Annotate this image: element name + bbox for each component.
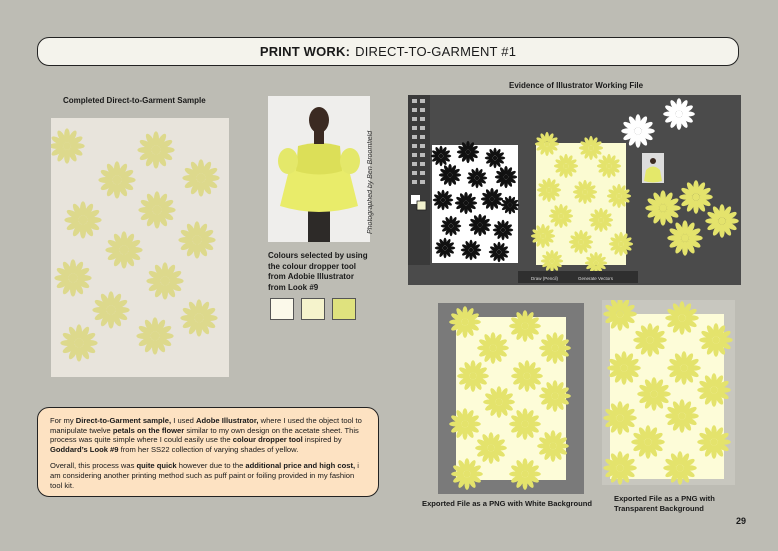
export-white-art	[438, 303, 584, 494]
illustrator-screenshot	[408, 95, 741, 285]
emphasis-text: colour dropper tool	[232, 435, 303, 445]
page-title	[37, 37, 739, 66]
export-transparent-background	[602, 300, 735, 485]
look-9-photo	[268, 96, 370, 242]
colours-line: from Look #9	[268, 282, 319, 292]
status-draw: Draw (Pencil)	[531, 276, 559, 281]
export-transparent-art	[602, 300, 735, 485]
body-text: similar to my own design on the acetate sheet. This process was quite simple where I could easily use the	[50, 425, 359, 445]
page-title-rest: DIRECT-TO-GARMENT #1	[355, 44, 517, 59]
colours-line: from Adobie Illustrator	[268, 272, 354, 281]
sample-caption: Completed Direct-to-Garment Sample	[63, 96, 206, 105]
body-text: For my	[50, 416, 76, 425]
colours-description	[268, 251, 373, 293]
export-transparent-caption	[614, 494, 715, 514]
status-vectors: Generate Vectors	[578, 276, 614, 281]
body-text: i am considering another printing method such as puff paint or foiling provided in my fashion tool kit.	[50, 461, 359, 490]
body-text: inspired by	[302, 435, 342, 445]
emphasis-text: Direct-to-Garment sample,	[75, 416, 172, 425]
description-box	[37, 407, 379, 497]
garment-sample-image	[51, 118, 229, 377]
emphasis-text: Goddard’s Look #9	[50, 444, 119, 454]
description-paragraph-1	[50, 416, 368, 454]
photo-credit: Photographed by Ben Broomfield	[367, 130, 374, 234]
body-text: where I used the object tool to manipulate twelve	[50, 416, 362, 435]
export-transparent-caption-line-1: Exported File as a PNG with	[614, 494, 715, 503]
colour-swatch-3	[332, 298, 356, 320]
page-number: 29	[736, 516, 747, 526]
colour-swatch-1	[270, 298, 294, 320]
body-text: from her SS22 collection of varying shades of yellow.	[118, 444, 299, 454]
body-text: I used	[171, 416, 197, 425]
model-figure	[268, 96, 370, 242]
export-white-caption: Exported File as a PNG with White Background	[422, 499, 593, 508]
emphasis-text: Adobe Illustrator,	[196, 416, 259, 425]
description-paragraph-2	[50, 461, 368, 490]
colour-swatch-2	[301, 298, 325, 320]
body-text: however due to the	[176, 461, 246, 471]
page-title-bold: PRINT WORK:	[259, 44, 351, 59]
emphasis-text: additional price and high cost,	[245, 461, 356, 471]
colours-line: Colours selected by using	[268, 251, 368, 260]
emphasis-text: petals on the flower	[112, 425, 185, 435]
colours-line: the colour dropper tool	[268, 261, 356, 271]
export-white-background	[438, 303, 584, 494]
body-text: Overall, this process was	[50, 461, 137, 471]
sample-flowers	[51, 118, 229, 377]
export-transparent-caption-line-2: Transparent Background	[614, 504, 704, 513]
illustrator-caption: Evidence of Illustrator Working File	[509, 81, 644, 90]
emphasis-text: quite quick	[136, 461, 177, 471]
illustrator-canvas	[408, 95, 741, 285]
